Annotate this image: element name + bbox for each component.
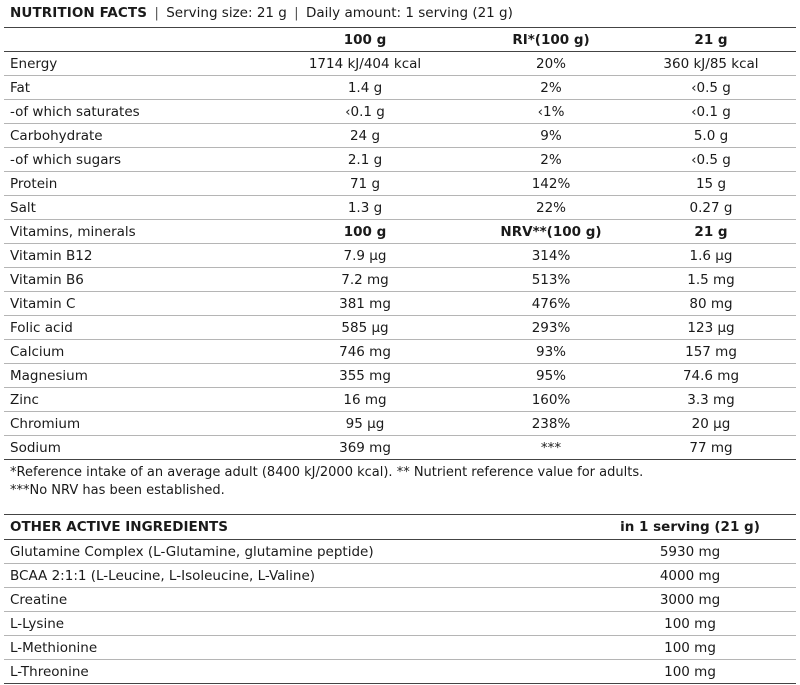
value-per-serving: 157 mg	[626, 340, 796, 364]
table-row	[4, 172, 796, 196]
ingredient-amount: 100 mg	[584, 636, 796, 660]
table-row	[4, 364, 796, 388]
value-ri: 2%	[476, 76, 626, 100]
table-row	[4, 268, 796, 292]
nutrient-name: Chromium	[4, 412, 254, 436]
separator: |	[294, 5, 299, 21]
ingredient-amount: 4000 mg	[584, 564, 796, 588]
value-per-100g: 7.9 µg	[254, 244, 476, 268]
value-ri: 2%	[476, 148, 626, 172]
nutrient-name: Sodium	[4, 436, 254, 460]
nutrition-header	[4, 0, 796, 28]
value-per-serving: 1.5 mg	[626, 268, 796, 292]
footnote-no-nrv: ***No NRV has been established.	[10, 483, 225, 498]
value-per-100g: 95 µg	[254, 412, 476, 436]
table-row	[4, 660, 796, 684]
nutrient-name: Energy	[4, 52, 254, 76]
table-row	[4, 540, 796, 564]
nutrient-name: Calcium	[4, 340, 254, 364]
nutrient-name: -of which saturates	[4, 100, 254, 124]
value-per-serving: 123 µg	[626, 316, 796, 340]
value-per-serving: 74.6 mg	[626, 364, 796, 388]
nutrient-name: Carbohydrate	[4, 124, 254, 148]
value-nrv: 95%	[476, 364, 626, 388]
value-nrv: 293%	[476, 316, 626, 340]
value-per-100g: 24 g	[254, 124, 476, 148]
table-row	[4, 636, 796, 660]
nutrient-name: Folic acid	[4, 316, 254, 340]
value-nrv: 476%	[476, 292, 626, 316]
value-per-serving: 15 g	[626, 172, 796, 196]
other-active-ingredients-heading: OTHER ACTIVE INGREDIENTS	[4, 515, 584, 540]
value-nrv: ***	[476, 436, 626, 460]
value-per-100g: 369 mg	[254, 436, 476, 460]
table-row	[4, 244, 796, 268]
value-ri: 9%	[476, 124, 626, 148]
value-nrv: 160%	[476, 388, 626, 412]
value-per-100g: 355 mg	[254, 364, 476, 388]
value-per-100g: 71 g	[254, 172, 476, 196]
ingredient-name: Glutamine Complex (L-Glutamine, glutamine peptide)	[4, 540, 584, 564]
nutrient-name: Vitamin B12	[4, 244, 254, 268]
value-per-serving: 0.27 g	[626, 196, 796, 220]
daily-amount: Daily amount: 1 serving (21 g)	[306, 5, 513, 21]
vitamins-header-row	[4, 220, 796, 244]
value-per-100g: 381 mg	[254, 292, 476, 316]
table-row	[4, 564, 796, 588]
ingredients-table	[4, 514, 796, 684]
value-nrv: 93%	[476, 340, 626, 364]
table-row	[4, 124, 796, 148]
nutrient-name: Zinc	[4, 388, 254, 412]
column-header-per-serving: 21 g	[626, 28, 796, 52]
value-per-100g: 746 mg	[254, 340, 476, 364]
table-row	[4, 436, 796, 460]
column-header-per-serving: in 1 serving (21 g)	[584, 515, 796, 540]
nutrient-name: Vitamin C	[4, 292, 254, 316]
table-row	[4, 196, 796, 220]
column-header-nrv: NRV**(100 g)	[476, 220, 626, 244]
ingredients-header-row	[4, 515, 796, 540]
footnote-reference-intake: *Reference intake of an average adult (8400 kJ/2000 kcal). ** Nutrient reference value for adults.	[10, 465, 644, 480]
footnotes	[4, 460, 796, 514]
value-per-serving: 3.3 mg	[626, 388, 796, 412]
value-per-100g: 1.4 g	[254, 76, 476, 100]
nutrition-header-row	[4, 28, 796, 52]
nutrient-name: Vitamin B6	[4, 268, 254, 292]
value-per-serving: 5.0 g	[626, 124, 796, 148]
nutrient-name: Fat	[4, 76, 254, 100]
ingredient-amount: 100 mg	[584, 612, 796, 636]
table-row	[4, 292, 796, 316]
column-header-nutrient	[4, 28, 254, 52]
serving-size: Serving size: 21 g	[166, 5, 287, 21]
value-ri: ‹1%	[476, 100, 626, 124]
value-per-serving: ‹0.5 g	[626, 148, 796, 172]
table-row	[4, 100, 796, 124]
table-row	[4, 76, 796, 100]
ingredient-amount: 100 mg	[584, 660, 796, 684]
value-per-100g: 2.1 g	[254, 148, 476, 172]
value-per-serving: 77 mg	[626, 436, 796, 460]
nutrition-table	[4, 28, 796, 460]
value-per-serving: 1.6 µg	[626, 244, 796, 268]
table-row	[4, 388, 796, 412]
nutrient-name: -of which sugars	[4, 148, 254, 172]
value-per-100g: 1.3 g	[254, 196, 476, 220]
value-per-100g: 585 µg	[254, 316, 476, 340]
ingredient-amount: 5930 mg	[584, 540, 796, 564]
value-per-100g: ‹0.1 g	[254, 100, 476, 124]
value-per-serving: 20 µg	[626, 412, 796, 436]
nutrition-label	[4, 0, 796, 684]
ingredient-name: L-Threonine	[4, 660, 584, 684]
value-nrv: 238%	[476, 412, 626, 436]
table-row	[4, 612, 796, 636]
column-header-ri: RI*(100 g)	[476, 28, 626, 52]
value-per-100g: 16 mg	[254, 388, 476, 412]
value-ri: 22%	[476, 196, 626, 220]
table-row	[4, 588, 796, 612]
value-ri: 20%	[476, 52, 626, 76]
value-per-100g: 1714 kJ/404 kcal	[254, 52, 476, 76]
nutrient-name: Salt	[4, 196, 254, 220]
value-per-100g: 7.2 mg	[254, 268, 476, 292]
value-per-serving: 360 kJ/85 kcal	[626, 52, 796, 76]
ingredient-name: L-Lysine	[4, 612, 584, 636]
value-nrv: 314%	[476, 244, 626, 268]
column-header-per-100g: 100 g	[254, 28, 476, 52]
ingredient-name: Creatine	[4, 588, 584, 612]
value-ri: 142%	[476, 172, 626, 196]
vitamins-minerals-heading: Vitamins, minerals	[4, 220, 254, 244]
table-row	[4, 412, 796, 436]
nutrient-name: Protein	[4, 172, 254, 196]
table-row	[4, 52, 796, 76]
ingredient-name: BCAA 2:1:1 (L-Leucine, L-Isoleucine, L-Valine)	[4, 564, 584, 588]
nutrient-name: Magnesium	[4, 364, 254, 388]
value-per-serving: 80 mg	[626, 292, 796, 316]
value-nrv: 513%	[476, 268, 626, 292]
ingredient-amount: 3000 mg	[584, 588, 796, 612]
column-header-per-100g: 100 g	[254, 220, 476, 244]
separator: |	[154, 5, 159, 21]
table-row	[4, 340, 796, 364]
ingredient-name: L-Methionine	[4, 636, 584, 660]
column-header-per-serving: 21 g	[626, 220, 796, 244]
value-per-serving: ‹0.5 g	[626, 76, 796, 100]
nutrition-facts-title: NUTRITION FACTS	[10, 5, 148, 21]
table-row	[4, 148, 796, 172]
table-row	[4, 316, 796, 340]
value-per-serving: ‹0.1 g	[626, 100, 796, 124]
